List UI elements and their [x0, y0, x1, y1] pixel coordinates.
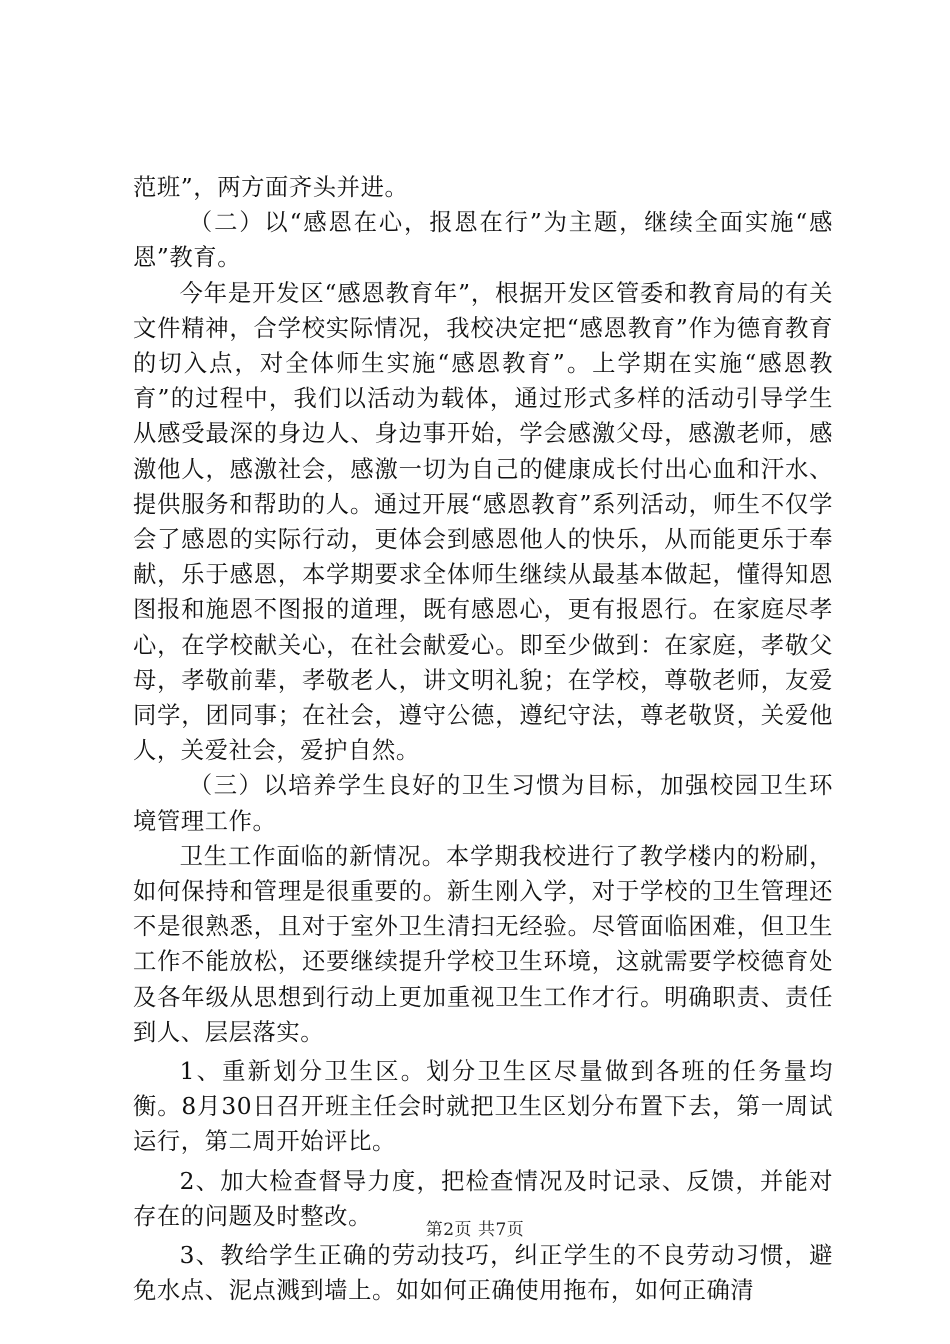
list-item-three: 3、教给学生正确的劳动技巧，纠正学生的不良劳动习惯，避免水点、泥点溅到墙上。如如何正确使用拖布，如何正确清: [133, 1242, 833, 1305]
list-item-two: 2、加大检查督导力度，把检查情况及时记录、反馈，并能对存在的问题及时整改。: [133, 1167, 833, 1230]
section-heading-three: （三）以培养学生良好的卫生习惯为目标，加强校园卫生环境管理工作。: [133, 772, 833, 835]
page-number-footer: 第2页 共7页: [425, 1220, 525, 1240]
paragraph-hygiene-situation: 卫生工作面临的新情况。本学期我校进行了教学楼内的粉刷，如何保持和管理是很重要的。新生刚入学，对于学校的卫生管理还不是很熟悉，且对于室外卫生清扫无经验。尽管面临困难，但卫生工作不能放松，还要继续提升学校卫生环境，这就需要学校德育处及各年级从思想到行动上更加重视卫生工作才行。明确职责、责任到人、层层落实。: [133, 842, 833, 1046]
list-item-one: 1、重新划分卫生区。划分卫生区尽量做到各班的任务量均衡。8月30日召开班主任会时就把卫生区划分布置下去，第一周试运行，第二周开始评比。: [133, 1058, 833, 1156]
paragraph-gratitude-education: 今年是开发区“感恩教育年”，根据开发区管委和教育局的有关文件精神，合学校实际情况，我校决定把“感恩教育”作为德育教育的切入点，对全体师生实施“感恩教育”。上学期在实施“感恩教育”的过程中，我们以活动为载体，通过形式多样的活动引导学生从感受最深的身边人、身边事开始，学会感激父母，感激老师，感激他人，感激社会，感激一切为自己的健康成长付出心血和汗水、提供服务和帮助的人。通过开展“感恩教育”系列活动，师生不仅学会了感恩的实际行动，更体会到感恩他人的快乐，从而能更乐于奉献，乐于感恩，本学期要求全体师生继续从最基本做起，懂得知恩图报和施恩不图报的道理，既有感恩心，更有报恩行。在家庭尽孝心，在学校献关心，在社会献爱心。即至少做到：在家庭，孝敬父母，孝敬前辈，孝敬老人，讲文明礼貌；在学校，尊敬老师，友爱同学，团同事；在社会，遵守公德，遵纪守法，尊老敬贤，关爱他人，关爱社会，爱护自然。: [133, 279, 833, 765]
paragraph-continuation: 范班”，两方面齐头并进。: [133, 174, 409, 201]
document-body: [133, 170, 833, 1309]
section-heading-two: （二）以“感恩在心，报恩在行”为主题，继续全面实施“感恩”教育。: [133, 209, 833, 272]
